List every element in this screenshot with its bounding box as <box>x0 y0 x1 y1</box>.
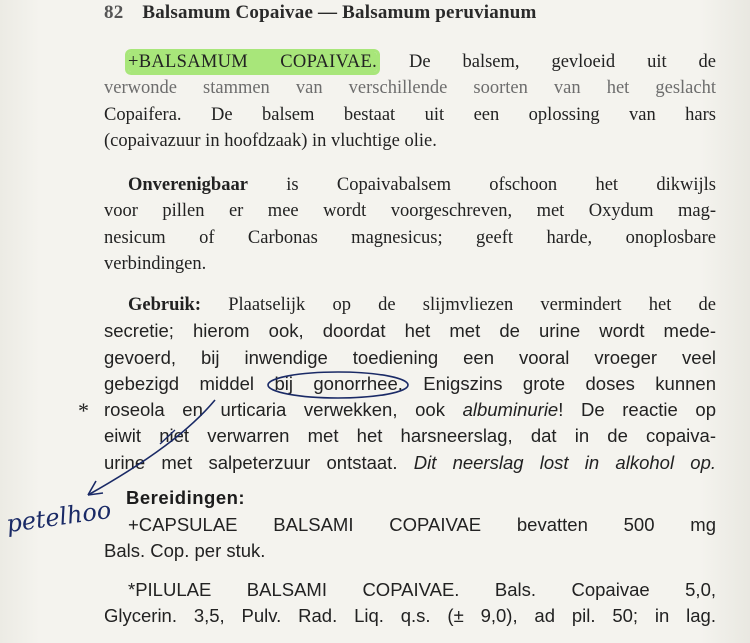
text-line: +CAPSULAE BALSAMI COPAIVAE bevatten 500 mg <box>128 514 716 535</box>
text-line: gebezigd middel bij gonorrhee. Enigszins grote doses kunnen <box>104 372 716 394</box>
text-line: voor pillen er mee wordt voorgeschreven, met Oxydum mag- <box>104 201 716 222</box>
text-fragment: is Copaivabalsem ofschoon het dikwijls <box>286 175 716 195</box>
text-line: eiwit niet verwarren met het harsneerslag, dat in de copaiva- <box>104 425 716 447</box>
bold-term: Onverenigbaar <box>128 175 248 195</box>
circle-mark <box>268 372 408 398</box>
text-line: secretie; hierom ook, doordat het met de urine wordt mede- <box>104 320 716 342</box>
italic-term: albuminurie <box>462 399 559 421</box>
text-line: *PILULAE BALSAMI COPAIVAE. Bals. Copaivae 5,0, <box>128 579 716 600</box>
text-line: (copaivazuur in hoofdzaak) in vluchtige olie. <box>104 130 437 151</box>
arrow-line <box>88 400 215 495</box>
bold-term: Gebruik: <box>128 295 201 315</box>
italic-sentence: Dit neerslag lost in alkohol op. <box>413 451 717 473</box>
text-line: nesicum of Carbonas magnesicus; geeft harde, onoplosbare <box>104 227 716 248</box>
page-number: 82 <box>104 2 124 23</box>
section-heading: Bereidingen: <box>126 487 246 508</box>
text-fragment: De balsem, gevloeid uit de <box>408 52 716 72</box>
text-line: Copaifera. De balsem bestaat uit een oplossing van hars <box>104 104 716 125</box>
text-fragment: ! De reactie op <box>558 399 716 421</box>
text-fragment: roseola en urticaria verwekken, ook <box>104 399 445 421</box>
text-line: Glycerin. 3,5, Pulv. Rad. Liq. q.s. (± 9,0), ad pil. 50; in lag. <box>104 605 716 627</box>
handwritten-note: petelhoo <box>4 495 113 539</box>
header-title: Balsamum Copaivae — Balsamum peruvianum <box>142 2 537 23</box>
text-line: gevoerd, bij inwendige toediening een vooral vroeger veel <box>104 346 716 368</box>
highlighted-term: +BALSAMUM COPAIVAE. <box>128 52 378 72</box>
margin-asterisk: * <box>78 398 89 423</box>
text-line: Bals. Cop. per stuk. <box>104 540 266 562</box>
text-fragment: urine met salpeterzuur ontstaat. <box>104 451 398 473</box>
text-fragment: Plaatselijk op de slijmvliezen vermindert het de <box>228 295 717 315</box>
text-line: verbindingen. <box>104 253 207 274</box>
text-line: verwonde stammen van verschillende soorten van het geslacht <box>104 78 716 99</box>
pen-stroke <box>160 430 175 444</box>
